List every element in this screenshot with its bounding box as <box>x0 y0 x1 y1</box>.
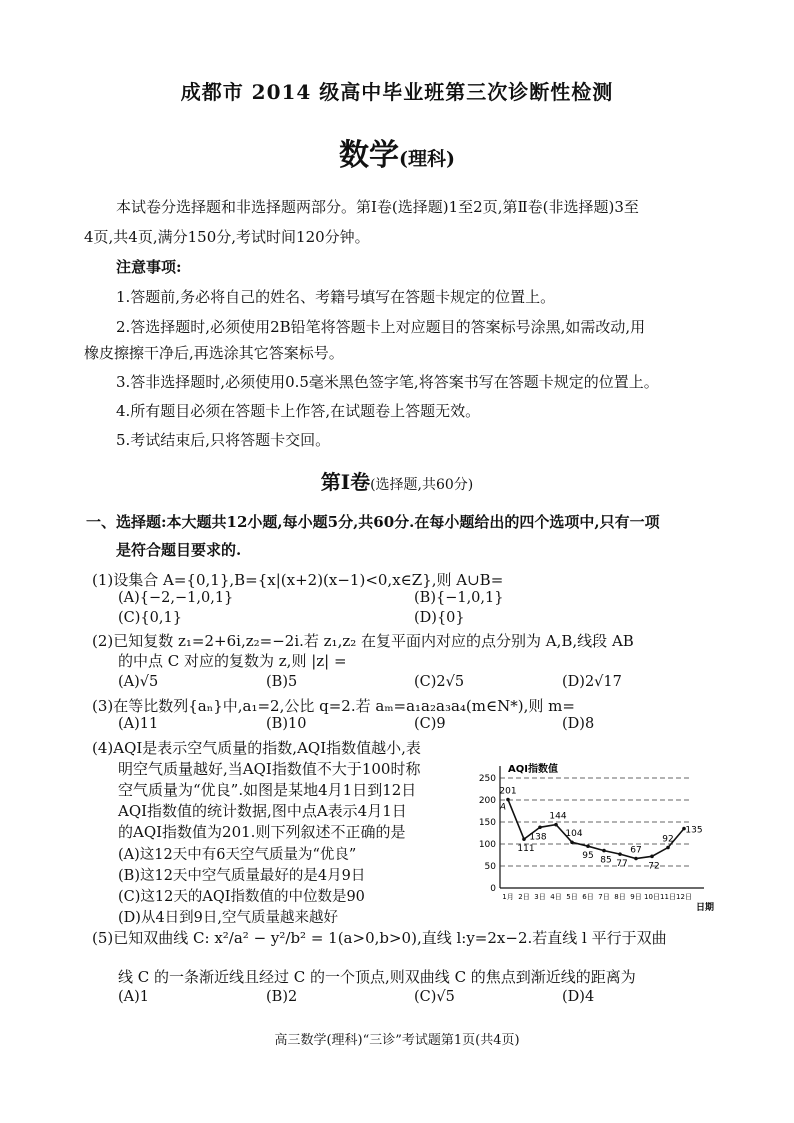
intro-line-1: 本试卷分选择题和非选择题两部分。第Ⅰ卷(选择题)1至2页,第Ⅱ卷(非选择题)3至 <box>116 198 639 216</box>
q4-line-5: 的AQI指数值为201.则下列叙述不正确的是 <box>118 823 406 841</box>
chart-x-tick-label: 1月 <box>502 893 514 901</box>
q5-option-d: (D)4 <box>562 989 595 1005</box>
q3-option-b: (B)10 <box>266 716 307 732</box>
section-title: 第Ⅰ卷 <box>320 470 371 494</box>
chart-xlabel: 日期 <box>696 903 715 913</box>
exam-title: 成都市 2014 级高中毕业班第三次诊断性检测 <box>180 80 614 104</box>
q2-stem-1: (2)已知复数 z₁=2+6i,z₂=−2i.若 z₁,z₂ 在复平面内对应的点分别为 A,B,线段 AB <box>92 632 634 650</box>
chart-x-tick-label: 6日 <box>582 893 594 901</box>
q2-option-a: (A)√5 <box>118 674 159 690</box>
q4-option-b: (B)这12天中空气质量最好的是4月9日 <box>118 868 366 884</box>
q2-option-b: (B)5 <box>266 674 298 690</box>
q5-option-c: (C)√5 <box>414 989 455 1005</box>
chart-x-tick-label: 10日 <box>644 893 660 901</box>
chart-point <box>650 855 654 859</box>
notice-title: 注意事项: <box>116 258 182 276</box>
chart-data-label: 144 <box>549 811 567 822</box>
aqi-line-chart <box>470 750 730 916</box>
chart-data-label: 72 <box>648 861 660 872</box>
notice-3: 3.答非选择题时,必须使用0.5毫米黑色签字笔,将答案书写在答题卡规定的位置上。 <box>116 373 659 391</box>
chart-point <box>618 852 622 856</box>
chart-y-tick-label: 50 <box>484 862 496 872</box>
q2-option-c: (C)2√5 <box>414 674 465 690</box>
q3-option-c: (C)9 <box>414 716 446 732</box>
chart-data-label: 77 <box>616 859 628 870</box>
chart-data-label: 104 <box>565 829 583 840</box>
q4-line-1: (4)AQI是表示空气质量的指数,AQI指数值越小,表 <box>92 739 421 757</box>
chart-x-tick-label: 11日 <box>660 893 676 901</box>
subject-title <box>0 130 794 174</box>
chart-point <box>570 840 574 844</box>
chart-x-tick-label: 7日 <box>598 893 610 901</box>
part-line-1: 一、选择题:本大题共12小题,每小题5分,共60分.在每小题给出的四个选项中,只有一项 <box>86 513 660 531</box>
page-footer: 高三数学(理科)“三诊”考试题第1页(共4页) <box>274 1033 520 1048</box>
chart-data-label: 67 <box>630 845 642 856</box>
chart-y-tick-label: 200 <box>478 796 496 806</box>
chart-x-tick-label: 9日 <box>630 893 642 901</box>
subject-note: (理科) <box>399 148 455 170</box>
q4-option-d: (D)从4日到9日,空气质量越来越好 <box>118 910 338 926</box>
q3-option-a: (A)11 <box>118 716 159 732</box>
q5-stem-1: (5)已知双曲线 C: x²/a² − y²/b² = 1(a>0,b>0),直线 l:y=2x−2.若直线 l 平行于双曲 <box>92 929 667 947</box>
notice-4: 4.所有题目必须在答题卡上作答,在试题卷上答题无效。 <box>116 402 481 420</box>
chart-data-label: 92 <box>662 834 674 845</box>
chart-y-tick-label: 100 <box>478 840 496 850</box>
section-heading <box>0 466 794 495</box>
chart-data-label: 201 <box>499 786 517 797</box>
chart-x-tick-label: 8日 <box>614 893 626 901</box>
chart-data-label: 85 <box>600 855 612 866</box>
q1-option-a: (A){−2,−1,0,1} <box>118 590 234 606</box>
q4-option-a: (A)这12天中有6天空气质量为“优良” <box>118 847 357 863</box>
q1-stem: (1)设集合 A={0,1},B={x|(x+2)(x−1)<0,x∈Z},则 A∪B= <box>92 571 504 589</box>
chart-point <box>666 846 670 850</box>
q4-line-2: 明空气质量越好,当AQI指数值不大于100时称 <box>118 760 421 778</box>
q5-option-b: (B)2 <box>266 989 298 1005</box>
q4-line-4: AQI指数值的统计数据,图中点A表示4月1日 <box>118 802 407 820</box>
section-note: (选择题,共60分) <box>370 477 474 493</box>
chart-x-tick-label: 12日 <box>676 893 692 901</box>
chart-point <box>522 837 526 841</box>
chart-data-label: 138 <box>529 832 547 843</box>
chart-x-tick-label: 3日 <box>534 893 546 901</box>
q2-stem-2: 的中点 C 对应的复数为 z,则 |z| = <box>118 652 347 670</box>
q1-option-c: (C){0,1} <box>118 610 182 626</box>
chart-point <box>538 825 542 829</box>
chart-x-tick-label: 2日 <box>518 893 530 901</box>
chart-y-tick-label: 150 <box>478 818 496 828</box>
chart-y-tick-label: 0 <box>490 884 496 894</box>
q2-option-d: (D)2√17 <box>562 674 622 690</box>
subject-name: 数学 <box>339 138 399 173</box>
chart-ylabel: AQI指数值 <box>508 764 558 775</box>
chart-x-tick-label: 5日 <box>566 893 578 901</box>
chart-x-tick-label: 4日 <box>550 893 562 901</box>
chart-data-label: 111 <box>517 844 535 855</box>
q1-option-d: (D){0} <box>414 610 465 626</box>
chart-point <box>634 857 638 861</box>
intro-line-2: 4页,共4页,满分150分,考试时间120分钟。 <box>84 228 370 246</box>
part-line-2: 是符合题目要求的. <box>116 541 242 559</box>
chart-point-label: A <box>499 802 507 813</box>
notice-2b: 橡皮擦擦干净后,再选涂其它答案标号。 <box>84 344 344 362</box>
notice-5: 5.考试结束后,只将答题卡交回。 <box>116 431 331 449</box>
chart-point <box>506 798 510 802</box>
q1-option-b: (B){−1,0,1} <box>414 590 504 606</box>
notice-1: 1.答题前,务必将自己的姓名、考籍号填写在答题卡规定的位置上。 <box>116 288 556 306</box>
q3-option-d: (D)8 <box>562 716 595 732</box>
chart-point <box>586 844 590 848</box>
q3-stem: (3)在等比数列{aₙ}中,a₁=2,公比 q=2.若 aₘ=a₁a₂a₃a₄(m∈N*),则 m= <box>92 697 575 715</box>
q4-line-3: 空气质量为“优良”.如图是某地4月1日到12日 <box>118 781 417 799</box>
chart-y-tick-label: 250 <box>478 774 496 784</box>
q5-option-a: (A)1 <box>118 989 150 1005</box>
chart-data-label: 95 <box>582 851 594 862</box>
q4-option-c: (C)这12天的AQI指数值的中位数是90 <box>118 889 365 905</box>
notice-2a: 2.答选择题时,必须使用2B铅笔将答题卡上对应题目的答案标号涂黑,如需改动,用 <box>116 318 646 336</box>
chart-point <box>602 849 606 853</box>
chart-point <box>554 823 558 827</box>
chart-data-label: 135 <box>685 825 703 836</box>
q5-stem-2: 线 C 的一条渐近线且经过 C 的一个顶点,则双曲线 C 的焦点到渐近线的距离为 <box>118 968 636 986</box>
